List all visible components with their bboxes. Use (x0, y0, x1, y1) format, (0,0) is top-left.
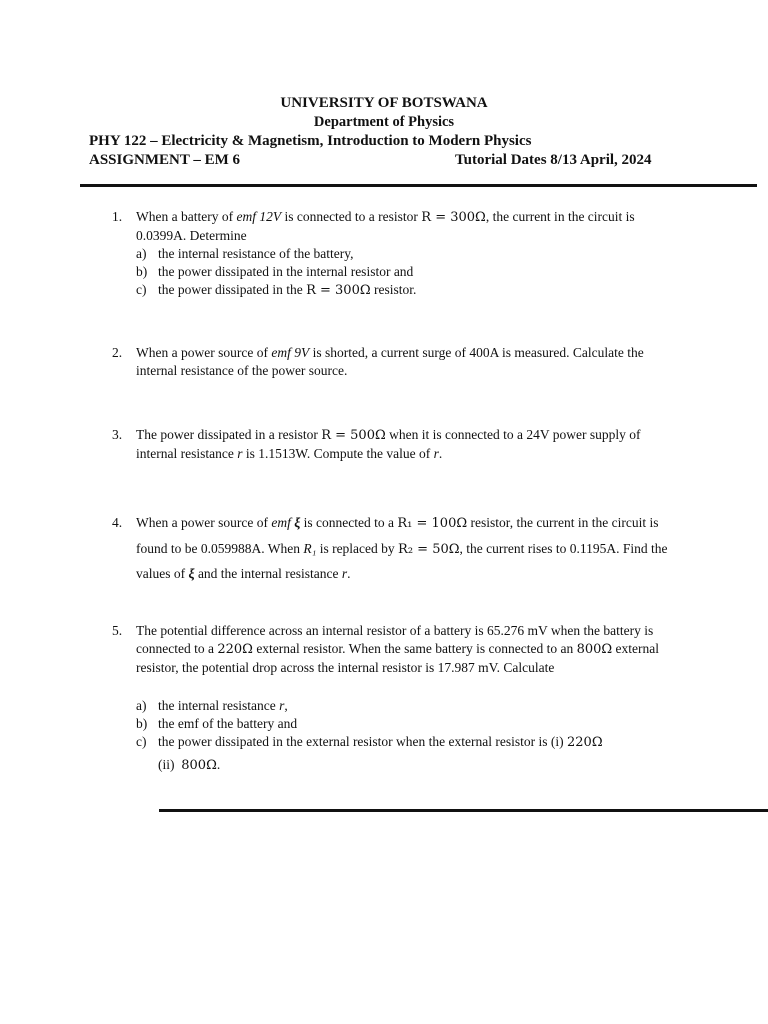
part-c (136, 281, 672, 300)
math-expression: 220Ω (567, 735, 603, 750)
question-text: is connected to a (300, 515, 398, 530)
assignment-title: ASSIGNMENT – EM 6 (89, 152, 240, 168)
question-text: The power dissipated in a resistor (136, 427, 322, 442)
xi-symbol: ξ (188, 566, 195, 581)
part-text: the power dissipated in the internal resistor and (158, 264, 414, 279)
question-number: 4. (112, 515, 123, 530)
question-text: is replaced by (316, 540, 399, 556)
question-text: when it is connected to a 24V power supply of internal resistance (136, 427, 641, 461)
part-label: b) (136, 264, 148, 279)
question-number: 2. (112, 345, 123, 360)
variable-r: r (237, 446, 243, 461)
part-text: , (284, 698, 288, 713)
math-expression: R₁ = 100Ω (397, 516, 468, 531)
question-text: , the current rises to 0.1195A. Find the values of (136, 540, 668, 581)
variable-r: r (433, 446, 439, 461)
math-expression: R₁ (303, 540, 317, 556)
part-text: the power dissipated in the external resistor when the external resistor is (i) (158, 734, 568, 749)
part-text: . (216, 757, 221, 772)
department-title: Department of Physics (313, 114, 455, 130)
emf-value: emf 9V (271, 345, 310, 360)
part-label: c) (136, 282, 147, 297)
question-text: When a power source of (136, 515, 272, 530)
question-text: is shorted, a current surge of 400A is measured. Calculate the internal resistance of the power source. (136, 345, 644, 378)
part-label: a) (136, 246, 147, 261)
part-c-ii (136, 756, 672, 775)
question-text: . (438, 446, 443, 461)
xi-symbol: ξ (294, 515, 301, 530)
question-text: When a battery of (136, 209, 237, 224)
math-expression: 800Ω (576, 642, 613, 657)
emf-value: emf (271, 515, 291, 530)
question-text: is 1.1513W. Compute the value of (242, 446, 434, 461)
header-rule (80, 184, 757, 187)
question-4 (112, 511, 672, 587)
math-expression: R₂ = 50Ω (398, 541, 460, 557)
question-number: 1. (112, 209, 123, 224)
question-text: The potential difference across an internal resistor of a battery is 65.276 mV when the battery is connected to a (136, 623, 654, 656)
question-text: external resistor, the potential drop across the internal resistor is 17.987 mV. Calculate (136, 641, 660, 675)
question-number: 5. (112, 623, 123, 638)
math-expression: 800Ω (181, 758, 217, 773)
footer-rule (159, 809, 768, 812)
part-text: the internal resistance of the battery, (158, 246, 354, 261)
math-expression: 220Ω (217, 642, 253, 657)
math-expression: R = 300Ω (306, 283, 371, 298)
question-text: external resistor. When the same battery is connected to an (252, 641, 577, 656)
question-5 (112, 622, 672, 775)
tutorial-dates: Tutorial Dates 8/13 April, 2024 (455, 152, 652, 168)
question-text: . (347, 566, 351, 581)
part-label: a) (136, 698, 147, 713)
part-label: b) (136, 716, 148, 731)
question-2 (112, 344, 672, 380)
variable-r: r (341, 566, 348, 581)
part-b (136, 263, 672, 281)
part-label: (ii) (158, 757, 175, 772)
question-text: and the internal resistance (194, 566, 342, 581)
part-b (136, 715, 672, 733)
math-expression: R = 300Ω (421, 210, 486, 225)
university-title: UNIVERSITY OF BOTSWANA (280, 95, 488, 111)
question-text: , the current in the circuit is 0.0399A. Determine (136, 209, 635, 243)
question-3 (112, 426, 672, 463)
emf-value: emf 12V (236, 209, 282, 224)
question-text: resistor, the current in the circuit is found to be 0.059988A. When (136, 515, 659, 556)
math-expression: R = 500Ω (321, 428, 386, 443)
part-c (136, 733, 672, 752)
question-1 (112, 208, 672, 300)
question-number: 3. (112, 427, 123, 442)
part-label: c) (136, 734, 147, 749)
part-text: the emf of the battery and (158, 716, 298, 731)
part-a (136, 245, 672, 263)
variable-r: r (279, 698, 285, 713)
part-a (136, 697, 672, 715)
question-text: When a power source of (136, 345, 272, 360)
part-text: the power dissipated in the (158, 282, 307, 297)
part-text: the internal resistance (158, 698, 280, 713)
course-title: PHY 122 – Electricity & Magnetism, Introduction to Modern Physics (89, 133, 532, 149)
question-text: is connected to a resistor (281, 209, 422, 224)
part-text: resistor. (370, 282, 417, 297)
